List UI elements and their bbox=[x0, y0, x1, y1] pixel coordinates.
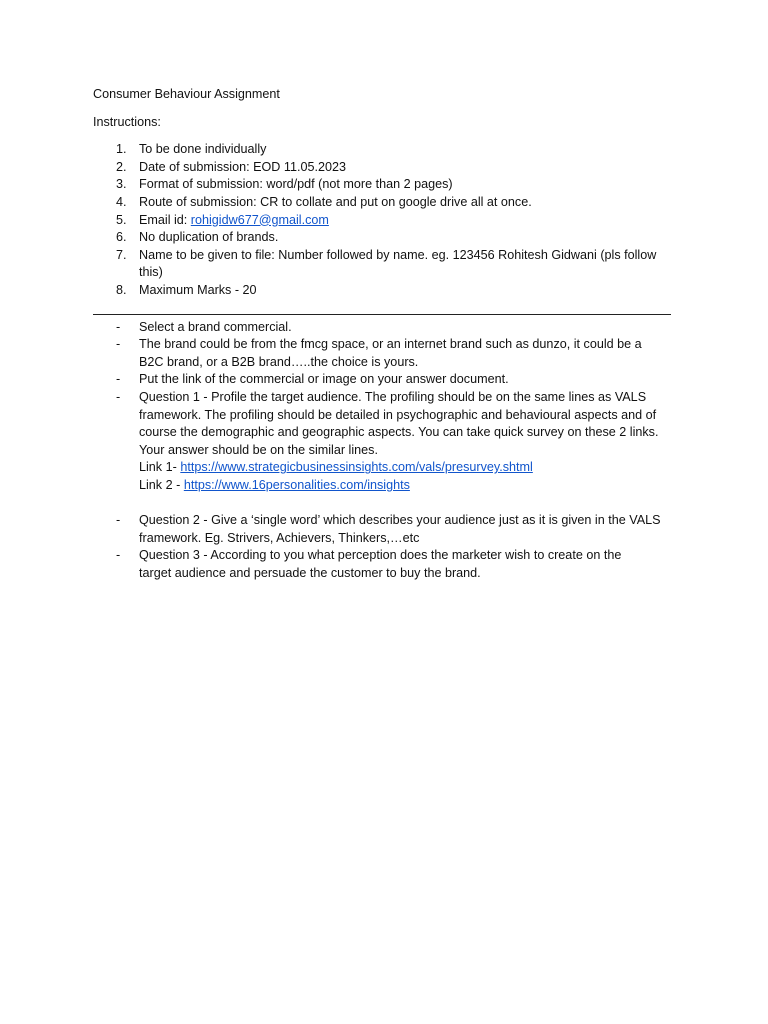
dash-bullet: - bbox=[116, 389, 121, 404]
link-1-label: Link 1- bbox=[139, 460, 181, 475]
dash-bullet: - bbox=[116, 372, 121, 387]
list-number: 8. bbox=[116, 282, 127, 297]
dash-bullet: - bbox=[116, 513, 121, 528]
list-number: 4. bbox=[116, 194, 127, 209]
link-2-url[interactable]: https://www.16personalities.com/insights bbox=[183, 477, 410, 492]
horizontal-divider bbox=[93, 314, 671, 315]
blank-line bbox=[139, 494, 683, 512]
task-text-line: Question 3 - According to you what perception does the marketer wish to create on the bbox=[139, 548, 622, 563]
list-item bbox=[93, 389, 683, 512]
document-title: Consumer Behaviour Assignment bbox=[93, 87, 280, 101]
list-item bbox=[93, 371, 683, 389]
list-item bbox=[93, 547, 683, 582]
list-item bbox=[93, 141, 683, 159]
list-number: 7. bbox=[116, 247, 127, 262]
list-item bbox=[93, 159, 683, 177]
task-text-line: framework. The profiling should be detailed in psychographic and behavioural aspects and of bbox=[139, 407, 657, 422]
dash-bullet: - bbox=[116, 337, 121, 352]
list-item bbox=[93, 229, 683, 247]
instruction-text: Maximum Marks - 20 bbox=[139, 282, 257, 297]
task-text-line: Your answer should be on the similar lines. bbox=[139, 442, 378, 457]
task-list bbox=[93, 319, 683, 583]
instructions-label: Instructions: bbox=[93, 114, 161, 129]
task-text-line: The brand could be from the fmcg space, or an internet brand such as dunzo, it could be a bbox=[139, 337, 642, 352]
task-text-line: B2C brand, or a B2B brand…..the choice is yours. bbox=[139, 354, 419, 369]
task-text-line: target audience and persuade the customer to buy the brand. bbox=[139, 565, 481, 580]
task-text-line: course the demographic and geographic aspects. You can take quick survey on these 2 links. bbox=[139, 425, 659, 440]
task-text-line: Question 2 - Give a ‘single word’ which describes your audience just as it is given in the VALS bbox=[139, 513, 661, 528]
task-text: Put the link of the commercial or image on your answer document. bbox=[139, 372, 509, 387]
link-line bbox=[139, 477, 683, 495]
instruction-text: Format of submission: word/pdf (not more than 2 pages) bbox=[139, 177, 453, 192]
list-number: 2. bbox=[116, 159, 127, 174]
instruction-text: Date of submission: EOD 11.05.2023 bbox=[139, 159, 346, 174]
instruction-text-line: this) bbox=[139, 265, 163, 280]
list-number: 5. bbox=[116, 212, 127, 227]
task-text-line: framework. Eg. Strivers, Achievers, Thinkers,…etc bbox=[139, 530, 420, 545]
list-item bbox=[93, 319, 683, 337]
list-item bbox=[93, 247, 683, 282]
task-text-line: Question 1 - Profile the target audience. The profiling should be on the same lines as VALS bbox=[139, 389, 647, 404]
list-item bbox=[93, 512, 683, 547]
link-2-label: Link 2 - bbox=[139, 477, 184, 492]
dash-bullet: - bbox=[116, 548, 121, 563]
list-number: 6. bbox=[116, 230, 127, 245]
instruction-text: To be done individually bbox=[139, 142, 267, 157]
list-item bbox=[93, 176, 683, 194]
link-1-url[interactable]: https://www.strategicbusinessinsights.com/vals/presurvey.shtml bbox=[180, 460, 533, 475]
list-item bbox=[93, 282, 683, 300]
instruction-text: Route of submission: CR to collate and put on google drive all at once. bbox=[139, 194, 532, 209]
task-text: Select a brand commercial. bbox=[139, 319, 292, 334]
dash-bullet: - bbox=[116, 319, 121, 334]
link-line bbox=[139, 459, 683, 477]
instruction-text-line: Name to be given to file: Number followed by name. eg. 123456 Rohitesh Gidwani (pls follow bbox=[139, 247, 657, 262]
list-item bbox=[93, 212, 683, 230]
instruction-text: No duplication of brands. bbox=[139, 230, 279, 245]
document-body bbox=[93, 86, 683, 582]
list-number: 3. bbox=[116, 177, 127, 192]
instructions-list bbox=[93, 141, 683, 299]
email-label: Email id: bbox=[139, 212, 191, 227]
email-link[interactable]: rohigidw677@gmail.com bbox=[190, 212, 329, 227]
list-number: 1. bbox=[116, 142, 127, 157]
list-item bbox=[93, 194, 683, 212]
list-item bbox=[93, 336, 683, 371]
